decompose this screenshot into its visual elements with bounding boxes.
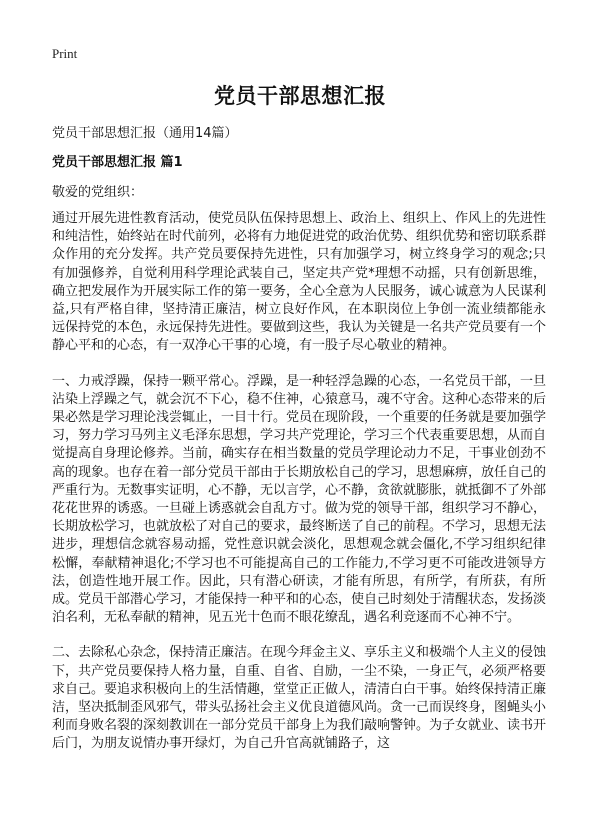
paragraph-section-one: 一、力戒浮躁，保持一颗平常心。浮躁，是一种轻浮急躁的心态，一名党员干部，一旦沾染上浮躁之气，就会沉不下心，稳不住神，心猿意马，魂不守舍。这种心态带来的后果必然是学习理论浅尝辄止，一目十行。党员在现阶段，一个重要的任务就是要加强学习，努力学习马列主义毛泽东思想，学习共产党理论，学习三个代表重要思想，从而自觉提高自身理论修养。当前，确实存在相当数量的党员学理论动力不足，干事业创劲不高的现象。也存在着一部分党员干部由于长期放松自己的学习，思想麻痹，放任自己的严重行为。无数事实证明，心不静，无以言学，心不静，贪欲就膨胀，就抵御不了外部花花世界的诱惑。一旦碰上诱惑就会自乱方寸。做为党的领导干部，组织学习不静心，长期放松学习，也就放松了对自己的要求，最终断送了自己的前程。不学习，思想无法进步，理想信念就容易动摇，党性意识就会淡化，思想观念就会僵化,不学习组织纪律松懈，奉献精神退化;不学习也不可能提高自己的工作能力,不学习更不可能改进领导方法，创造性地开展工作。因此，只有潜心研读，才能有所思，有所学，有所获，有所成。党员干部潜心学习，才能保持一种平和的心态，使自己时刻处于清醒状态，发扬淡泊名利，无私奉献的精神，见五光十色而不眼花缭乱，遇名利竞逐而不心神不宁。 <box>52 373 547 626</box>
document-body <box>52 210 546 771</box>
paragraph-intro: 通过开展先进性教育活动，使党员队伍保持思想上、政治上、组织上、作风上的先进性和纯洁性，始终站在时代前列，必将有力地促进党的政治优势、组织优势和密切联系群众作用的充分发挥。共产党员要保持先进性，只有加强学习，树立终身学习的观念;只有加强修养，自觉利用科学理论武装自己，坚定共产党*理想不动摇，只有创新思维，确立把发展作为开展实际工作的第一要务，全心全意为人民服务，诚心诚意为人民谋利益,只有严格自律，坚持清正廉洁，树立良好作风，在本职岗位上争创一流业绩都能永远保持党的本色，永远保持先进性。要做到这些，我认为关键是一名共产党员要有一个静心平和的心态，有一双净心干事的心境，有一股子尽心敬业的精神。 <box>52 211 547 354</box>
print-link[interactable]: Print <box>52 46 78 61</box>
page-title: 党员干部思想汇报 <box>214 84 386 108</box>
salutation: 敬爱的党组织： <box>52 185 144 200</box>
section-heading: 党员干部思想汇报 篇1 <box>52 155 183 170</box>
paragraph-section-two: 二、去除私心杂念，保持清正廉洁。在现今拜金主义、享乐主义和极端个人主义的侵蚀下，共产党员要保持人格力量，自重、自省、自励，一尘不染，一身正气，必须严格要求自己。要追求积极向上的生活情趣，堂堂正正做人，清清白白干事。始终保持清正廉洁，坚决抵制歪风邪气，带头弘扬社会主义优良道德风尚。贪一己而误终身，图蝇头小利而身败名裂的深刻教训在一部分党员干部身上为我们敲响警钟。为子女就业、读书开后门，为朋友说情办事开绿灯，为自己升官高就铺路子，这 <box>52 645 547 752</box>
document-subtitle: 党员干部思想汇报（通用14篇） <box>52 126 238 141</box>
